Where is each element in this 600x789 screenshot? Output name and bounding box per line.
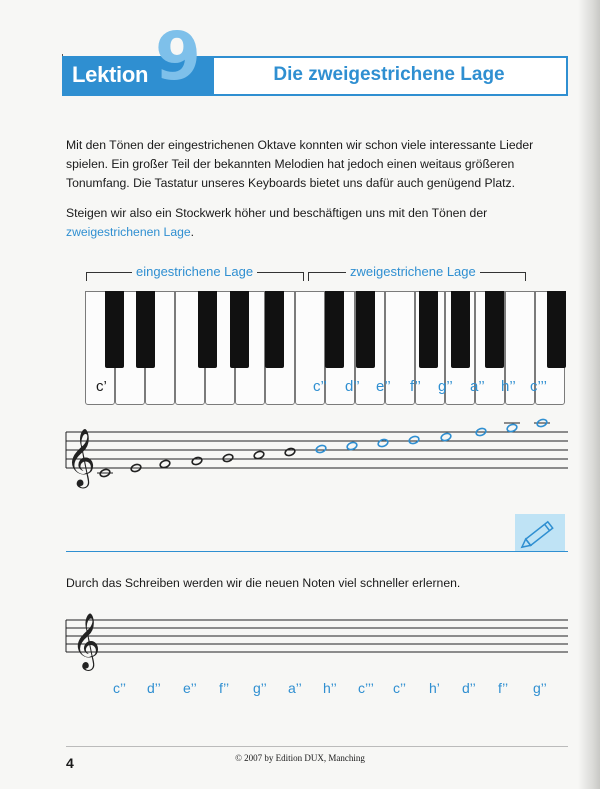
black-key	[547, 291, 566, 368]
key-label: d’’	[345, 378, 360, 395]
intro-paragraph-2	[66, 204, 566, 242]
note-name-label: c’’	[393, 680, 406, 696]
bracket-tick-right	[525, 272, 526, 281]
note-g2	[440, 432, 452, 442]
note-name-label: g’’	[253, 680, 267, 696]
note-name-label: d’’	[462, 680, 476, 696]
key-label: c’’’	[530, 378, 547, 395]
exercise-instruction: Durch das Schreiben werden wir die neuen Noten viel schneller erlernen.	[66, 576, 461, 590]
key-label: e’’	[376, 378, 391, 395]
notes-eingestrichen	[97, 447, 296, 478]
black-key	[419, 291, 438, 368]
note-name-label: h’	[429, 680, 440, 696]
page-number: 4	[66, 755, 74, 771]
bracket-tick-mid2	[308, 272, 309, 281]
note-e2	[377, 438, 389, 448]
black-key	[451, 291, 470, 368]
black-key	[356, 291, 375, 368]
note-f2	[408, 435, 420, 445]
note-name-label: c’’	[113, 680, 126, 696]
black-key	[136, 291, 155, 368]
note-name-label: f’’	[219, 680, 230, 696]
note-g1	[222, 453, 234, 463]
notes-zweigestrichen	[315, 418, 550, 454]
note-h2	[506, 423, 518, 433]
key-label: f’’	[410, 378, 421, 395]
key-label: c’’	[313, 378, 327, 395]
note-e1	[159, 459, 171, 469]
treble-clef-icon: 𝄞	[66, 428, 96, 486]
bracket-tick-mid	[303, 272, 304, 281]
paragraph-text: Steigen wir also ein Stockwerk höher und beschäftigen uns mit den Tönen der	[66, 206, 488, 220]
note-c2	[315, 444, 327, 454]
black-key	[198, 291, 217, 368]
staff-lines	[66, 432, 568, 468]
pencil-icon	[515, 514, 565, 552]
key-label: c’	[96, 378, 107, 395]
note-d2	[346, 441, 358, 451]
note-name-label: e’’	[183, 680, 197, 696]
key-label: a’’	[470, 378, 485, 395]
paragraph-end: .	[190, 225, 195, 239]
note-name-label: h’’	[323, 680, 337, 696]
key-label: g’’	[438, 378, 453, 395]
lesson-word: Lektion	[72, 62, 149, 87]
treble-clef-icon: 𝄞	[72, 613, 101, 669]
note-name-label: c’’’	[358, 680, 374, 696]
note-name-label: a’’	[288, 680, 302, 696]
black-key	[105, 291, 124, 368]
note-name-label: f’’	[498, 680, 509, 696]
key-label: h’’	[501, 378, 516, 395]
highlight-term: zweigestrichenen Lage	[66, 225, 191, 239]
bracket-tick-left	[86, 272, 87, 281]
footer-rule	[66, 746, 568, 747]
copyright: © 2007 by Edition DUX, Manching	[235, 753, 365, 763]
note-a1	[253, 450, 265, 460]
note-a2	[475, 427, 487, 437]
black-key	[230, 291, 249, 368]
note-f1	[191, 456, 203, 466]
exercise-staff-lines	[66, 620, 568, 652]
note-c1	[99, 468, 111, 478]
note-h1	[284, 447, 296, 457]
page-edge-shadow	[578, 0, 600, 789]
note-name-label: d’’	[147, 680, 161, 696]
intro-paragraph: Mit den Tönen der eingestrichenen Oktave konnten wir schon viele interessante Lieder spielen. Ein großer Teil der bekannten Melodien hat jedoch einen weitaus größeren Tonumfang. Die Tastatur unseres Keyboards bietet uns dafür auch genügend Platz.	[66, 138, 534, 190]
note-name-label: g’’	[533, 680, 547, 696]
black-key	[325, 291, 344, 368]
black-key	[485, 291, 504, 368]
section-divider	[66, 551, 568, 552]
lesson-number: 9	[155, 18, 201, 95]
note-c3	[536, 418, 548, 428]
range-label-right: zweigestrichene Lage	[346, 264, 480, 279]
pencil-icon-box	[515, 514, 565, 552]
black-key	[265, 291, 284, 368]
note-d1	[130, 463, 142, 473]
range-label-left: eingestrichene Lage	[132, 264, 257, 279]
page-title: Die zweigestrichene Lage	[273, 64, 505, 85]
